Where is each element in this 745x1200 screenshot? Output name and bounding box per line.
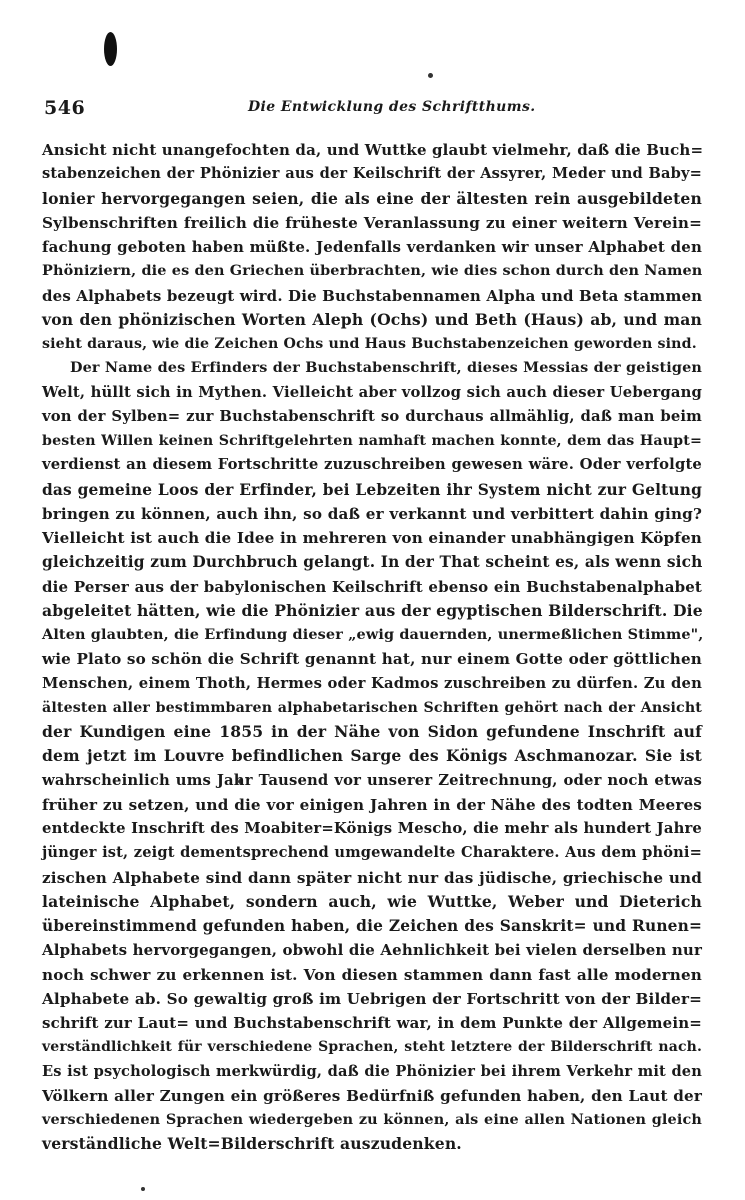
text-line: stabenzeichen der Phönizier aus der Keilschrift der Assyrer, Meder und Baby= <box>42 165 702 183</box>
text-line: fachung geboten haben müßte. Jedenfalls verdanken wir unser Alphabet den <box>42 238 702 256</box>
text-line: Alten glaubten, die Erfindung dieser „ewig dauernden, unermeßlichen Stimme", <box>42 626 704 643</box>
text-line: schrift zur Laut= und Buchstabenschrift war, in dem Punkte der Allgemein= <box>42 1014 702 1032</box>
text-line: besten Willen keinen Schriftgelehrten namhaft machen konnte, dem das Haupt= <box>42 433 702 449</box>
text-line: entdeckte Inschrift des Moabiter=Königs Mescho, die mehr als hundert Jahre <box>42 820 702 837</box>
body-text <box>42 138 702 1157</box>
text-line: lonier hervorgegangen seien, die als eine der ältesten rein ausgebildeten <box>42 188 702 208</box>
ink-speck <box>428 73 433 78</box>
text-line: zischen Alphabete sind dann später nicht nur das jüdische, griechische und <box>42 868 702 887</box>
text-line: Welt, hüllt sich in Mythen. Vielleicht aber vollzog sich auch dieser Uebergang <box>42 383 702 401</box>
text-line: ältesten aller bestimmbaren alphabetarischen Schriften gehört nach der Ansicht <box>42 699 702 716</box>
text-line: verschiedenen Sprachen wiedergeben zu können, als eine allen Nationen gleich <box>42 1111 702 1128</box>
text-line: Alphabete ab. So gewaltig groß im Uebrigen der Fortschritt von der Bilder= <box>42 989 702 1008</box>
text-line: jünger ist, zeigt dementsprechend umgewandelte Charaktere. Aus dem phöni= <box>42 844 702 862</box>
page-number: 546 <box>44 97 86 119</box>
text-line: bringen zu können, auch ihn, so daß er verkannt und verbittert dahin ging? <box>42 504 702 523</box>
text-line: Es ist psychologisch merkwürdig, daß die Phönizier bei ihrem Verkehr mit den <box>42 1062 702 1080</box>
text-line: von den phönizischen Worten Aleph (Ochs) und Beth (Haus) ab, und man <box>42 309 702 329</box>
text-line: früher zu setzen, und die vor einigen Jahren in der Nähe des todten Meeres <box>42 795 702 814</box>
text-line: verständlichkeit für verschiedene Sprachen, steht letztere der Bilderschrift nach. <box>42 1039 702 1056</box>
text-line: die Perser aus der babylonischen Keilschrift ebenso ein Buchstabenalphabet <box>42 577 702 596</box>
text-line: lateinische Alphabet, sondern auch, wie Wuttke, Weber und Dieterich <box>42 891 702 911</box>
text-line: Vielleicht ist auch die Idee in mehreren von einander unabhängigen Köpfen <box>42 529 702 547</box>
text-line: abgeleitet hätten, wie die Phönizier aus der egyptischen Bilderschrift. Die <box>42 600 703 620</box>
text-line: verdienst an diesem Fortschritte zuzuschreiben gewesen wäre. Oder verfolgte <box>42 456 702 474</box>
text-line: Der Name des Erfinders der Buchstabenschrift, dieses Messias der geistigen <box>70 359 702 377</box>
text-line: wie Plato so schön die Schrift genannt hat, nur einem Gotte oder göttlichen <box>42 650 702 669</box>
ink-speck <box>141 1187 145 1191</box>
text-line: Menschen, einem Thoth, Hermes oder Kadmos zuschreiben zu dürfen. Zu den <box>42 674 702 692</box>
text-line: gleichzeitig zum Durchbruch gelangt. In der That scheint es, als wenn sich <box>42 553 703 572</box>
text-line: übereinstimmend gefunden haben, die Zeichen des Sanskrit= und Runen= <box>42 917 702 935</box>
text-line: verständliche Welt=Bilderschrift auszudenken. <box>42 1134 462 1154</box>
ink-blot <box>104 32 117 66</box>
text-line: das gemeine Loos der Erfinder, bei Lebzeiten ihr System nicht zur Geltung <box>42 480 702 499</box>
running-head <box>44 97 700 123</box>
text-line: Ansicht nicht unangefochten da, und Wuttke glaubt vielmehr, daß die Buch= <box>42 141 704 159</box>
text-line: noch schwer zu erkennen ist. Von diesen stammen dann fast alle modernen <box>42 965 702 984</box>
text-line: Phöniziern, die es den Griechen überbrachten, wie dies schon durch den Namen <box>42 262 703 280</box>
running-title: Die Entwicklung des Schriftthums. <box>248 99 536 115</box>
text-line: von der Sylben= zur Buchstabenschrift so durchaus allmählig, daß man beim <box>42 407 702 425</box>
text-line: wahrscheinlich ums Jahr Tausend vor unserer Zeitrechnung, oder noch etwas <box>42 771 702 789</box>
text-line: sieht daraus, wie die Zeichen Ochs und Haus Buchstabenzeichen geworden sind. <box>42 336 697 352</box>
text-line: des Alphabets bezeugt wird. Die Buchstabennamen Alpha und Beta stammen <box>42 286 703 305</box>
text-line: dem jetzt im Louvre befindlichen Sarge des Königs Aschmanozar. Sie ist <box>42 746 702 766</box>
text-line: Sylbenschriften freilich die früheste Veranlassung zu einer weitern Verein= <box>42 213 702 232</box>
text-line: der Kundigen eine 1855 in der Nähe von Sidon gefundene Inschrift auf <box>42 722 702 741</box>
text-line: Völkern aller Zungen ein größeres Bedürfniß gefunden haben, den Laut der <box>42 1086 702 1105</box>
text-line: Alphabets hervorgegangen, obwohl die Aehnlichkeit bei vielen derselben nur <box>42 941 702 960</box>
